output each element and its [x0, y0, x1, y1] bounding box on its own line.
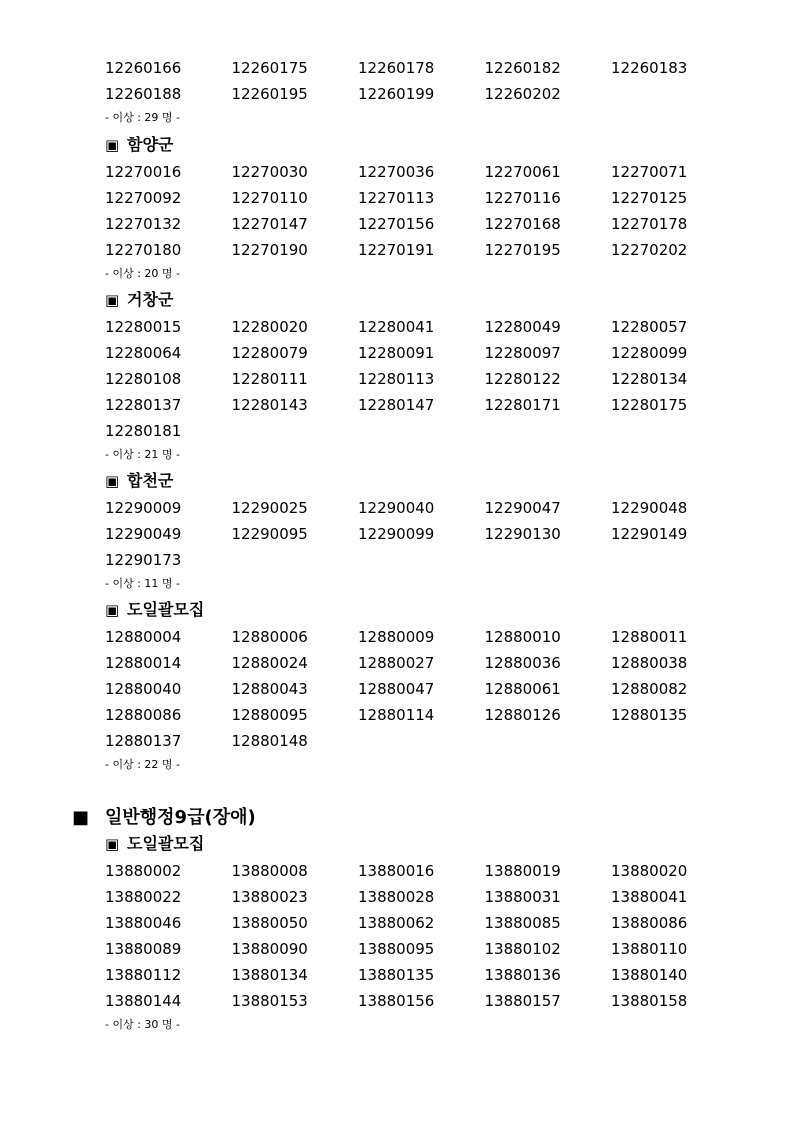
filled-square-bullet-icon: ■	[72, 807, 90, 828]
applicant-number: 12290040	[358, 499, 435, 517]
applicant-number: 13880153	[231, 992, 308, 1010]
applicant-number: 12270016	[105, 163, 182, 181]
group-section-province-batch	[105, 830, 745, 1036]
applicant-number: 12290173	[105, 551, 182, 569]
applicant-number: 12290130	[484, 525, 561, 543]
applicant-number: 13880028	[358, 888, 435, 906]
applicant-number: 12880047	[358, 680, 435, 698]
group-total: - 이상 : 22 명 -	[105, 758, 181, 771]
applicant-number: 13880135	[358, 966, 435, 984]
group-heading	[105, 467, 745, 495]
number-row	[105, 884, 745, 910]
applicant-number: 12290049	[105, 525, 182, 543]
applicant-number: 12880082	[611, 680, 688, 698]
applicant-number: 12270202	[611, 241, 688, 259]
applicant-number: 12880126	[484, 706, 561, 724]
applicant-number: 12270180	[105, 241, 182, 259]
applicant-number: 12280064	[105, 344, 182, 362]
applicant-number: 12260183	[611, 59, 688, 77]
group-total: - 이상 : 29 명 -	[105, 111, 181, 124]
applicant-number: 12270190	[231, 241, 308, 259]
group-title: 도일괄모집	[127, 834, 205, 853]
applicant-number: 13880085	[484, 914, 561, 932]
applicant-number: 12270071	[611, 163, 688, 181]
number-row	[105, 650, 745, 676]
number-row	[105, 366, 745, 392]
applicant-number: 12290009	[105, 499, 182, 517]
applicant-number: 13880136	[484, 966, 561, 984]
applicant-number: 12290099	[358, 525, 435, 543]
applicant-number: 13880041	[611, 888, 688, 906]
group-title: 함양군	[127, 135, 174, 154]
number-row	[105, 159, 745, 185]
number-row	[105, 988, 745, 1014]
group-province-batch	[105, 596, 745, 776]
applicant-number: 13880089	[105, 940, 182, 958]
applicant-number: 12880024	[231, 654, 308, 672]
group-title: 도일괄모집	[127, 600, 205, 619]
number-row	[105, 521, 745, 547]
group-heading	[105, 596, 745, 624]
applicant-number: 12260199	[358, 85, 435, 103]
group-heading	[105, 830, 745, 858]
applicant-number: 12880004	[105, 628, 182, 646]
applicant-number: 12290025	[231, 499, 308, 517]
number-row	[105, 314, 745, 340]
applicant-number: 13880102	[484, 940, 561, 958]
applicant-number: 12880135	[611, 706, 688, 724]
applicant-number: 12260195	[231, 85, 308, 103]
applicant-number: 13880134	[231, 966, 308, 984]
applicant-number: 13880022	[105, 888, 182, 906]
number-row	[105, 495, 745, 521]
applicant-number: 13880095	[358, 940, 435, 958]
applicant-number: 13880046	[105, 914, 182, 932]
applicant-number: 12260166	[105, 59, 182, 77]
applicant-number: 13880023	[231, 888, 308, 906]
applicant-number: 12280091	[358, 344, 435, 362]
applicant-number: 12280143	[231, 396, 308, 414]
applicant-number: 12270195	[484, 241, 561, 259]
applicant-number: 13880158	[611, 992, 688, 1010]
applicant-number: 12280147	[358, 396, 435, 414]
applicant-number: 12280015	[105, 318, 182, 336]
applicant-number: 12270110	[231, 189, 308, 207]
applicant-number: 12290048	[611, 499, 688, 517]
applicant-number: 12290149	[611, 525, 688, 543]
applicant-number: 12880043	[231, 680, 308, 698]
number-row	[105, 936, 745, 962]
applicant-number: 12260178	[358, 59, 435, 77]
square-bullet-icon: ▣	[105, 136, 120, 154]
applicant-number: 12270036	[358, 163, 435, 181]
applicant-number: 12280137	[105, 396, 182, 414]
applicant-number: 12880038	[611, 654, 688, 672]
number-row	[105, 55, 745, 81]
number-row	[105, 340, 745, 366]
number-row	[105, 237, 745, 263]
applicant-number: 12280108	[105, 370, 182, 388]
number-row	[105, 81, 745, 107]
section-heading	[72, 804, 256, 832]
square-bullet-icon: ▣	[105, 601, 120, 619]
applicant-number: 12290095	[231, 525, 308, 543]
applicant-number: 12270191	[358, 241, 435, 259]
applicant-number: 12270125	[611, 189, 688, 207]
applicant-number: 12260202	[484, 85, 561, 103]
applicant-number: 13880031	[484, 888, 561, 906]
applicant-number: 12270061	[484, 163, 561, 181]
applicant-number: 12880010	[484, 628, 561, 646]
section-title: 일반행정9급(장애)	[105, 807, 256, 828]
applicant-number: 13880112	[105, 966, 182, 984]
group-total: - 이상 : 21 명 -	[105, 448, 181, 461]
number-row	[105, 702, 745, 728]
group-title: 합천군	[127, 471, 174, 490]
applicant-number: 12280113	[358, 370, 435, 388]
applicant-number: 12880009	[358, 628, 435, 646]
square-bullet-icon: ▣	[105, 835, 120, 853]
applicant-number: 13880016	[358, 862, 435, 880]
applicant-number: 13880157	[484, 992, 561, 1010]
applicant-number: 12280181	[105, 422, 182, 440]
applicant-number: 12880011	[611, 628, 688, 646]
applicant-number: 12270092	[105, 189, 182, 207]
applicant-number: 12270156	[358, 215, 435, 233]
applicant-number: 12270116	[484, 189, 561, 207]
applicant-number: 12880014	[105, 654, 182, 672]
number-row	[105, 547, 745, 573]
applicant-number: 13880140	[611, 966, 688, 984]
applicant-number: 12280057	[611, 318, 688, 336]
group-continuation	[105, 55, 745, 129]
group-heading	[105, 286, 745, 314]
group-total: - 이상 : 20 명 -	[105, 267, 181, 280]
number-row	[105, 624, 745, 650]
applicant-number: 12270132	[105, 215, 182, 233]
applicant-number: 12280171	[484, 396, 561, 414]
number-row	[105, 858, 745, 884]
applicant-number: 13880110	[611, 940, 688, 958]
applicant-number: 12290047	[484, 499, 561, 517]
group-total: - 이상 : 30 명 -	[105, 1018, 181, 1031]
group-title: 거창군	[127, 290, 174, 309]
applicant-number: 12270168	[484, 215, 561, 233]
applicant-number: 12280049	[484, 318, 561, 336]
applicant-number: 12880114	[358, 706, 435, 724]
applicant-number: 12880061	[484, 680, 561, 698]
applicant-number: 12880040	[105, 680, 182, 698]
square-bullet-icon: ▣	[105, 291, 120, 309]
applicant-number: 13880019	[484, 862, 561, 880]
group-geochang	[105, 286, 745, 466]
applicant-number: 12880036	[484, 654, 561, 672]
applicant-number: 12280134	[611, 370, 688, 388]
applicant-number: 12880148	[231, 732, 308, 750]
applicant-number: 12880095	[231, 706, 308, 724]
group-total: - 이상 : 11 명 -	[105, 577, 181, 590]
number-row	[105, 418, 745, 444]
applicant-number: 13880062	[358, 914, 435, 932]
number-row	[105, 211, 745, 237]
group-hapcheon	[105, 467, 745, 595]
applicant-number: 12280079	[231, 344, 308, 362]
applicant-number: 13880144	[105, 992, 182, 1010]
applicant-number: 13880086	[611, 914, 688, 932]
applicant-number: 12280020	[231, 318, 308, 336]
number-row	[105, 392, 745, 418]
applicant-number: 13880008	[231, 862, 308, 880]
group-hamyang	[105, 131, 745, 285]
applicant-number: 12280111	[231, 370, 308, 388]
applicant-number: 13880020	[611, 862, 688, 880]
applicant-number: 12280041	[358, 318, 435, 336]
number-row	[105, 676, 745, 702]
applicant-number: 12880027	[358, 654, 435, 672]
applicant-number: 12270178	[611, 215, 688, 233]
square-bullet-icon: ▣	[105, 472, 120, 490]
applicant-number: 12270147	[231, 215, 308, 233]
applicant-number: 12260182	[484, 59, 561, 77]
applicant-number: 13880090	[231, 940, 308, 958]
applicant-number: 12280122	[484, 370, 561, 388]
applicant-number: 12260175	[231, 59, 308, 77]
number-row	[105, 962, 745, 988]
applicant-number: 12280099	[611, 344, 688, 362]
number-row	[105, 910, 745, 936]
number-row	[105, 185, 745, 211]
number-row	[105, 728, 745, 754]
applicant-number: 12270030	[231, 163, 308, 181]
applicant-number: 12880086	[105, 706, 182, 724]
applicant-number: 13880156	[358, 992, 435, 1010]
applicant-number: 12880006	[231, 628, 308, 646]
group-heading	[105, 131, 745, 159]
applicant-number: 13880050	[231, 914, 308, 932]
applicant-number: 12270113	[358, 189, 435, 207]
applicant-number: 12280097	[484, 344, 561, 362]
applicant-number: 12280175	[611, 396, 688, 414]
applicant-number: 13880002	[105, 862, 182, 880]
applicant-number: 12880137	[105, 732, 182, 750]
applicant-number: 12260188	[105, 85, 182, 103]
